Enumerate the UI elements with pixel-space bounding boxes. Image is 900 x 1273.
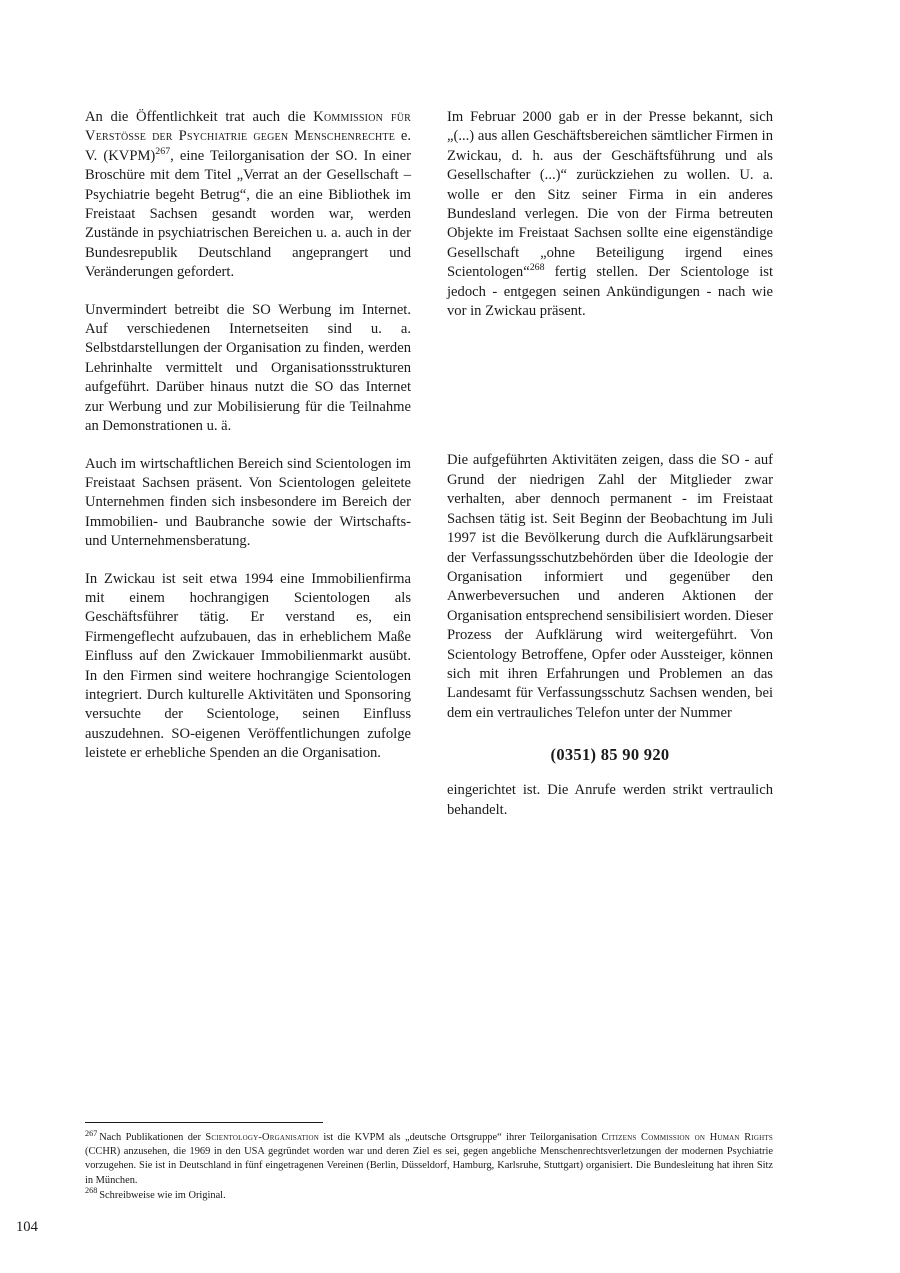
column-gap-spacer (447, 339, 773, 451)
two-column-body (85, 108, 773, 820)
footnote-item: $^{267}$ Nach Publikationen der Scientology-Organisation ist die KVPM als „deutsche Ortsgruppe“ ihrer Teilorganisation Citizens Commission on Human Rights (CCHR) anzusehen, die 1969 in den USA gegründet worden war und deren Ziel es sei, gegen angebliche Menschenrechtsverletzungen der modernen Psychiatrie vorzugehen. Sie ist in Deutschland in fünf eingetragenen Vereinen (Berlin, Düsseldorf, Hamburg, Karlsruhe, Stuttgart) organisiert. Die Bundesleitung hat ihren Sitz in München. (85, 1128, 773, 1186)
paragraph: Auch im wirtschaftlichen Bereich sind Scientologen im Freistaat Sachsen präsent. Von Scientologen geleitete Unternehmen finden sich insbesondere im Bereich der Immobilien- und Baubranche sowie der Wirtschafts- und Unternehmensberatung. (85, 455, 411, 550)
page-number: 104 (16, 1219, 38, 1235)
paragraph: Im Februar 2000 gab er in der Presse bekannt, sich „(...) aus allen Geschäftsbereichen sämtlicher Firmen in Zwickau, d. h. aus der Geschäftsführung und als Gesellschafter (...)“ zurückziehen zu wollen. U. a. wolle er den Sitz seiner Firma in ein anderes Bundesland verlegen. Die von der Firma betreuten Objekte im Freistaat Sachsen sollte eine eigenständige Gesellschaft „ohne Beteiligung irgend eines Scientologen“$^{268}$ fertig stellen. Der Scientologe ist jedoch - entgegen seinen Ankündigungen - nach wie vor in Zwickau präsent. (447, 109, 773, 320)
right-column (447, 108, 773, 820)
footnote-section (85, 1122, 773, 1204)
footnote-separator-rule (85, 1122, 323, 1123)
footnote-item: $^{268}$ Schreibweise wie im Original. (85, 1186, 226, 1201)
hotline-phone-number: (0351) 85 90 920 (550, 745, 670, 765)
footnote-reference: 267 (155, 145, 171, 157)
footnote-number: 267 (85, 1128, 98, 1138)
footnote-number: 268 (85, 1186, 98, 1196)
paragraph: Die aufgeführten Aktivitäten zeigen, dass die SO - auf Grund der niedrigen Zahl der Mitglieder zwar verhalten, aber dennoch permanent - im Freistaat Sachsen tätig ist. Seit Beginn der Beobachtung im Juli 1997 ist die Bevölkerung durch die Aufklärungsarbeit der Verfassungsschutzbehörden über die Ideologie der Organisation informiert und gegenüber den Anwerbeversuchen und anderen Aktionen der Organisation entsprechend sensibilisiert worden. Dieser Prozess der Aufklärung wird weitergeführt. Von Scientology Betroffene, Opfer oder Aussteiger, können sich mit ihren Erfahrungen und Problemen an das Landesamt für Verfassungsschutz Sachsen wenden, bei dem ein vertrauliches Telefon unter der Nummer (447, 452, 773, 721)
small-caps-run: Kommission für Verstöße der Psychiatrie gegen Menschenrechte (85, 109, 411, 145)
paragraph: eingerichtet ist. Die Anrufe werden strikt vertraulich behandelt. (447, 782, 773, 818)
paragraph: Unvermindert betreibt die SO Werbung im Internet. Auf verschiedenen Internetseiten sind u. a. Selbstdarstellungen der Organisation zu finden, werden Lehrinhalte vermittelt und Organisationsstrukturen aufgeführt. Darüber hinaus nutzt die SO das Internet zur Werbung und zur Mobilisierung für die Teilnahme an Demonstrationen u. ä. (85, 301, 411, 435)
left-column (85, 108, 411, 820)
paragraph: An die Öffentlichkeit trat auch die Kommission für Verstöße der Psychiatrie gegen Menschenrechte e. V. (KVPM)$^{267}$, eine Teilorganisation der SO. In einer Broschüre mit dem Titel „Verrat an der Gesellschaft – Psychiatrie begeht Betrug“, die an eine Bibliothek im Freistaat Sachsen gesandt worden war, werden Zustände in psychiatrischen Bereichen u. a. auch in der Bundesrepublik Deutschland angeprangert und Veränderungen gefordert. (85, 109, 411, 281)
small-caps-run: Citizens Commission on Human Rights (601, 1132, 773, 1143)
paragraph: In Zwickau ist seit etwa 1994 eine Immobilienfirma mit einem hochrangigen Scientologen als Geschäftsführer tätig. Er verstand es, ein Firmengeflecht aufzubauen, das in erheblichem Maße Einfluss auf den Zwickauer Immobilienmarkt ausübt. In den Firmen sind weitere hochrangige Scientologen integriert. Durch kulturelle Aktivitäten und Sponsoring versuchte der Scientologe, seinen Einfluss auszudehnen. SO-eigenen Veröffentlichungen zufolge leistete er erhebliche Spenden an die Organisation. (85, 570, 411, 762)
small-caps-run: Scientology-Organisation (205, 1132, 319, 1143)
footnote-reference: 268 (529, 262, 545, 274)
